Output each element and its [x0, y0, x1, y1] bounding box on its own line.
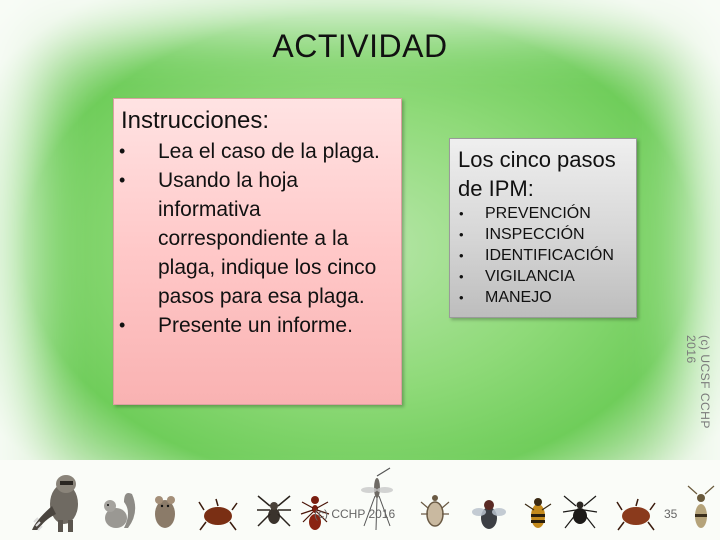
ipm-step	[450, 287, 614, 308]
mouse-icon	[150, 492, 180, 532]
wasp-icon	[684, 484, 718, 532]
footer-credit: (c) CCHP 2016	[314, 507, 396, 521]
ipm-steps-list	[450, 203, 614, 308]
ipm-step-label: IDENTIFICACIÓN	[485, 247, 614, 264]
instructions-list	[114, 137, 401, 340]
instructions-heading: Instrucciones:	[121, 107, 270, 134]
raccoon-icon	[26, 470, 86, 532]
mosquito-icon	[356, 466, 398, 532]
bullet-icon: •	[119, 315, 126, 335]
bullet-icon: •	[119, 141, 126, 161]
slide-title: ACTIVIDAD	[272, 28, 448, 64]
bee-icon	[522, 492, 554, 532]
ipm-step	[450, 266, 614, 287]
bullet-icon: •	[459, 290, 464, 305]
bullet-icon: •	[459, 227, 464, 242]
instructions-box	[113, 98, 402, 405]
page-number: 35	[664, 507, 678, 521]
instructions-item	[114, 166, 401, 311]
bullet-icon: •	[119, 170, 126, 190]
ipm-step-label: VIGILANCIA	[485, 268, 575, 285]
ipm-step-label: INSPECCIÓN	[485, 226, 585, 243]
bullet-icon: •	[459, 248, 464, 263]
cockroach-icon	[616, 498, 656, 532]
bullet-icon: •	[459, 269, 464, 284]
squirrel-icon	[98, 488, 142, 532]
black-widow-icon	[562, 492, 598, 532]
tick-icon	[420, 488, 450, 532]
ipm-steps-box	[449, 138, 637, 318]
bullet-icon: •	[459, 206, 464, 221]
instructions-item-text: Lea el caso de la plaga.	[158, 140, 380, 163]
vertical-credit: (c) UCSF CCHP 2016	[684, 335, 712, 429]
spider-icon	[256, 492, 292, 532]
instructions-item	[114, 137, 401, 166]
ipm-step	[450, 203, 614, 224]
fly-icon	[472, 496, 506, 532]
ipm-step	[450, 224, 614, 245]
instructions-item	[114, 311, 401, 340]
instructions-item-text: Usando la hoja informativa correspondiente a la plaga, indique los cinco pasos para esa plaga.	[158, 169, 377, 308]
ipm-step-label: MANEJO	[485, 289, 552, 306]
instructions-item-text: Presente un informe.	[158, 314, 353, 337]
ipm-step-label: PREVENCIÓN	[485, 205, 591, 222]
pest-strip	[0, 460, 720, 540]
ipm-step	[450, 245, 614, 266]
ipm-heading: Los cinco pasos de IPM:	[458, 147, 616, 201]
cockroach-icon	[198, 498, 238, 532]
